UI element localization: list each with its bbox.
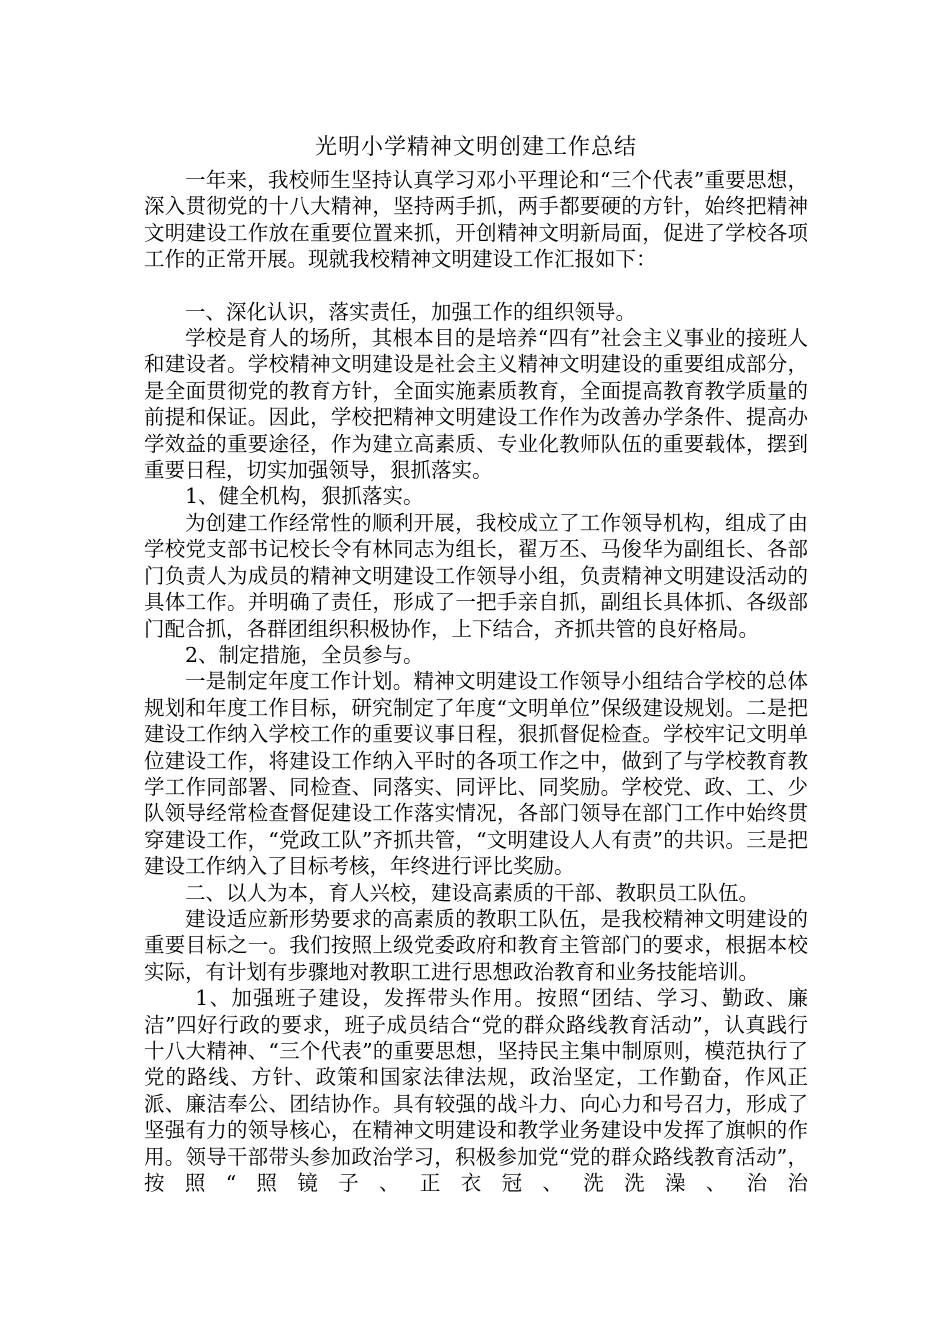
subheading-1-1: 1、健全机构，狠抓落实。 — [185, 484, 424, 509]
body-paragraph: 学校是育人的场所，其根本目的是培养“四有”社会主义事业的接班人和建设者。学校精神文明建设是社会主义精神文明建设的重要组成部分，是全面贯彻党的教育方针，全面实施素质教育，全面提高教育教学质量的前提和保证。因此，学校把精神文明建设工作作为改善办学条件、提高办学效益的重要途径，作为建立高素质、专业化教师队伍的重要载体，摆到重要日程，切实加强领导，狠抓落实。 — [144, 326, 808, 483]
body-paragraph: 为创建工作经常性的顺利开展，我校成立了工作领导机构，组成了由学校党支部书记校长令有林同志为组长，翟万丕、马俊华为副组长、各部门负责人为成员的精神文明建设工作领导小组，负责精神文明建设活动的具体工作。并明确了责任，形成了一把手亲自抓，副组长具体抓、各级部门配合抓，各群团组织积极协作，上下结合，齐抓共管的良好格局。 — [144, 510, 808, 641]
section-heading-2: 二、以人为本，育人兴校，建设高素质的干部、教职员工队伍。 — [185, 880, 759, 905]
body-paragraph: 1、加强班子建设，发挥带头作用。按照“团结、学习、勤政、廉洁”四好行政的要求，班子成员结合“党的群众路线教育活动”，认真践行十八大精神、“三个代表”的重要思想，坚持民主集中制原则，模范执行了党的路线、方针、政策和国家法律法规，政治坚定，工作勤奋，作风正派、廉洁奉公、团结协作。具有较强的战斗力、向心力和号召力，形成了坚强有力的领导核心，在精神文明建设和教学业务建设中发挥了旗帜的作用。领导干部带头参加政治学习，积极参加党“党的群众路线教育活动”， 按照“照镜子、正衣冠、洗洗澡、治治 — [144, 986, 808, 1196]
document-title: 光明小学精神文明创建工作总结 — [314, 135, 637, 160]
document-page — [144, 133, 808, 1196]
subheading-1-2: 2、制定措施，全员参与。 — [185, 642, 424, 667]
body-paragraph: 建设适应新形势要求的高素质的教职工队伍，是我校精神文明建设的重要目标之一。我们按照上级党委政府和教育主管部门的要求，根据本校实际，有计划有步骤地对教职工进行思想政治教育和业务技能培训。 — [144, 906, 808, 984]
section-heading-1: 一、深化认识，落实责任，加强工作的组织领导。 — [185, 299, 636, 324]
body-paragraph: 一是制定年度工作计划。精神文明建设工作领导小组结合学校的总体规划和年度工作目标，研究制定了年度“文明单位”保级建设规划。二是把建设工作纳入学校工作的重要议事日程，狠抓督促检查。学校牢记文明单位建设工作，将建设工作纳入平时的各项工作之中，做到了与学校教育教学工作同部署、同检查、同落实、同评比、同奖励。学校党、政、工、少队领导经常检查督促建设工作落实情况，各部门领导在部门工作中始终贯穿建设工作，“党政工队”齐抓共管，“文明建设人人有责”的共识。三是把建设工作纳入了目标考核，年终进行评比奖励。 — [144, 669, 808, 879]
intro-paragraph: 一年来，我校师生坚持认真学习邓小平理论和“三个代表”重要思想，深入贯彻党的十八大精神，坚持两手抓，两手都要硬的方针，始终把精神文明建设工作放在重要位置来抓，开创精神文明新局面，促进了学校各项工作的正常开展。现就我校精神文明建设工作汇报如下： — [144, 168, 808, 272]
